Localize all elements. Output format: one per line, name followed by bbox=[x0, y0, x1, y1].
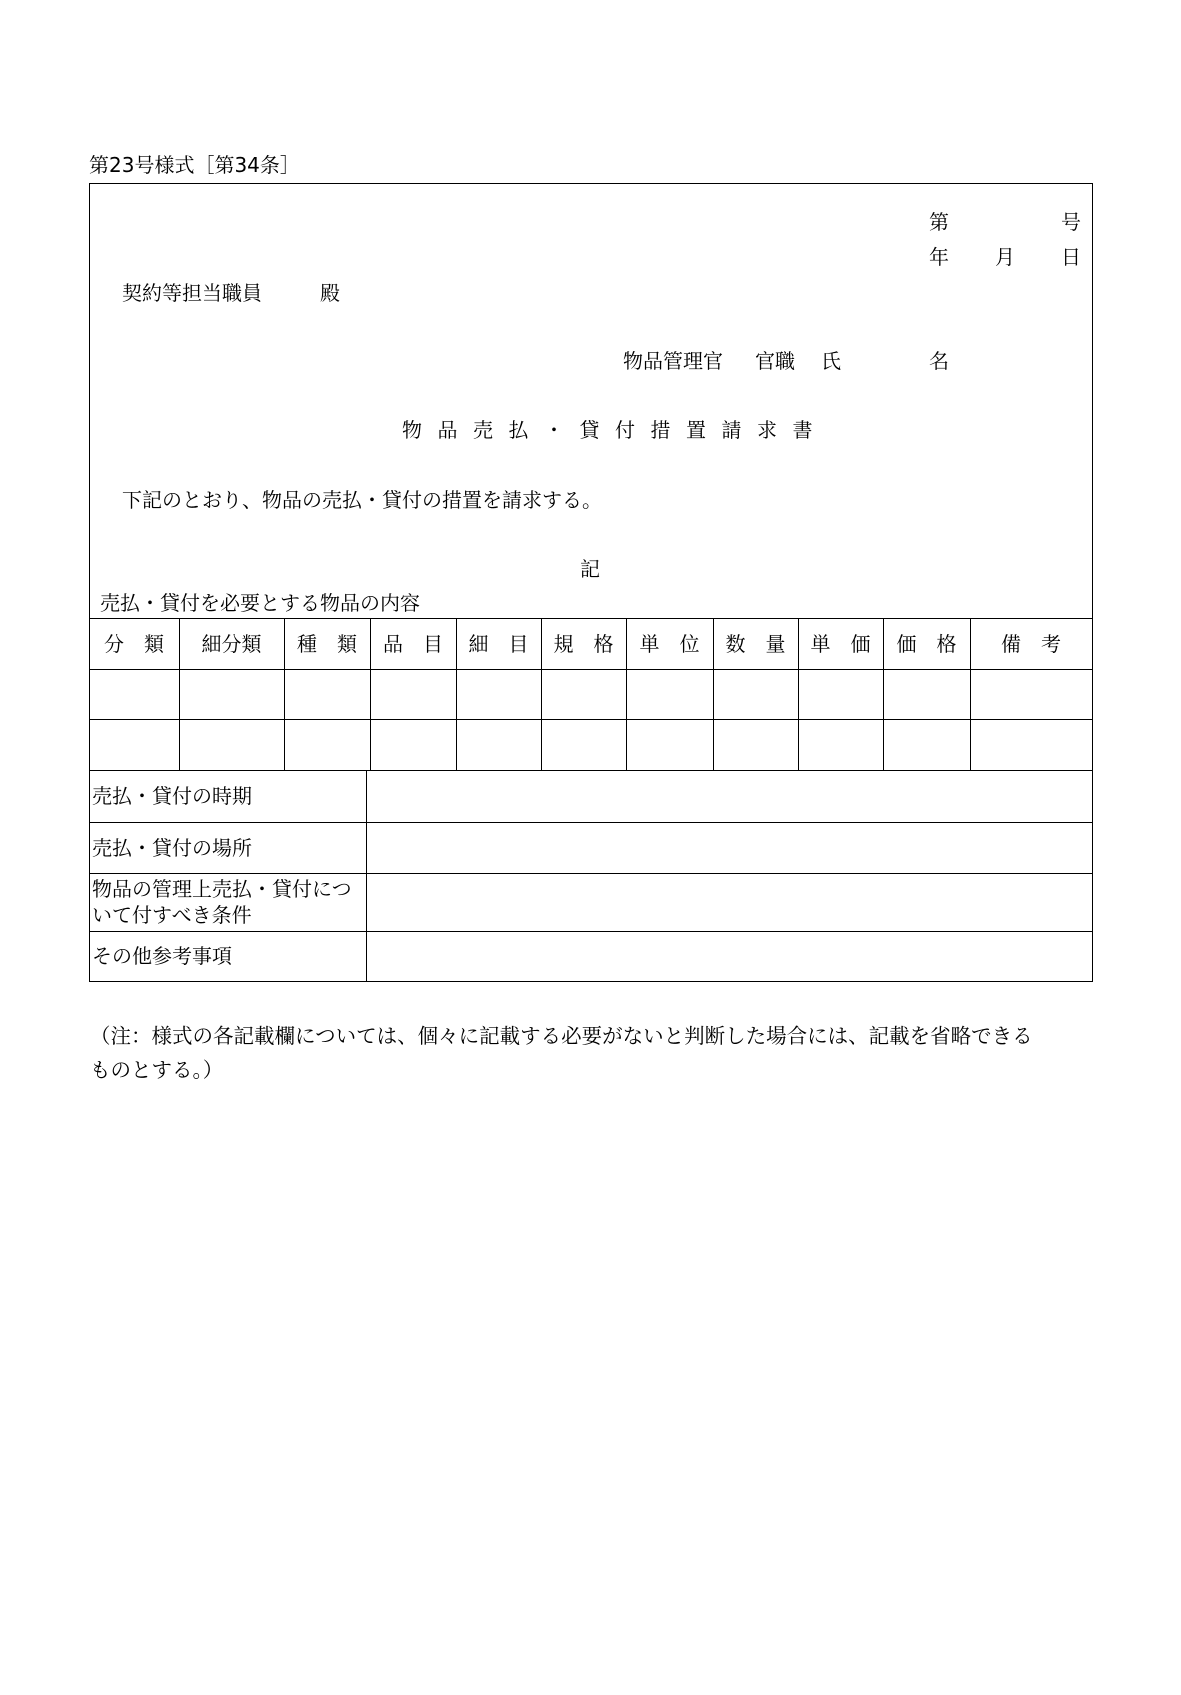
table-cell[interactable] bbox=[626, 719, 713, 770]
table-cell[interactable] bbox=[541, 669, 626, 719]
table-header-cell: 価 格 bbox=[896, 631, 957, 656]
table-cell[interactable] bbox=[284, 669, 370, 719]
note-line-2: ものとする。） bbox=[90, 1058, 224, 1082]
table-cell[interactable] bbox=[970, 719, 1092, 770]
date-month: 月 bbox=[995, 245, 1015, 269]
table-cell[interactable] bbox=[89, 669, 179, 719]
table-header-cell: 単 位 bbox=[639, 631, 700, 656]
sender-position: 官職 bbox=[755, 349, 795, 373]
table-header-cell: 細分類 bbox=[201, 631, 262, 656]
table-header-cell: 品 目 bbox=[383, 631, 443, 656]
table-cell[interactable] bbox=[541, 719, 626, 770]
table-cell[interactable] bbox=[284, 719, 370, 770]
table-header-cell: 種 類 bbox=[297, 631, 357, 656]
doc-number-suffix: 号 bbox=[1061, 210, 1081, 234]
table-cell[interactable] bbox=[713, 669, 798, 719]
table-cell[interactable] bbox=[89, 719, 179, 770]
body-text: 下記のとおり、物品の売払・貸付の措置を請求する。 bbox=[122, 488, 602, 512]
form-number: 第23号様式［第34条］ bbox=[89, 153, 300, 177]
detail-label-other: その他参考事項 bbox=[92, 944, 232, 968]
document-title: 物品売払・貸付措置請求書 bbox=[402, 418, 828, 442]
doc-number-prefix: 第 bbox=[929, 210, 949, 234]
details-divider bbox=[366, 770, 367, 981]
table-cell[interactable] bbox=[179, 669, 284, 719]
table-cell[interactable] bbox=[626, 669, 713, 719]
table-cell[interactable] bbox=[370, 669, 456, 719]
table-header-cell: 規 格 bbox=[553, 631, 614, 656]
table-cell[interactable] bbox=[713, 719, 798, 770]
sender-name-label-1: 氏 bbox=[821, 349, 841, 373]
detail-label-timing: 売払・貸付の時期 bbox=[92, 784, 252, 808]
table-cell[interactable] bbox=[456, 669, 541, 719]
items-caption: 売払・貸付を必要とする物品の内容 bbox=[100, 591, 420, 615]
sender-name-label-2: 名 bbox=[929, 349, 949, 373]
addressee: 契約等担当職員 bbox=[122, 281, 262, 305]
note-line-1: （注：様式の各記載欄については、個々に記載する必要がないと判断した場合には、記載を省略できる bbox=[90, 1024, 1033, 1048]
table-header-cell: 備 考 bbox=[1001, 631, 1061, 656]
table-header-cell: 数 量 bbox=[725, 631, 786, 656]
detail-label-place: 売払・貸付の場所 bbox=[92, 835, 252, 860]
table-cell[interactable] bbox=[970, 669, 1092, 719]
ki-heading: 記 bbox=[580, 557, 600, 581]
table-header-cell: 単 価 bbox=[810, 631, 871, 656]
table-line bbox=[89, 931, 1092, 932]
table-header-cell: 細 目 bbox=[468, 631, 529, 656]
table-header-cell: 分 類 bbox=[104, 631, 164, 656]
date-year: 年 bbox=[929, 245, 949, 269]
table-cell[interactable] bbox=[798, 669, 883, 719]
table-cell[interactable] bbox=[798, 719, 883, 770]
table-cell[interactable] bbox=[179, 719, 284, 770]
sender-title: 物品管理官 bbox=[623, 349, 723, 373]
table-cell[interactable] bbox=[456, 719, 541, 770]
detail-label-conditions: 物品の管理上売払・貸付について付すべき条件 bbox=[92, 877, 352, 927]
table-cell[interactable] bbox=[883, 669, 970, 719]
date-day: 日 bbox=[1061, 245, 1081, 269]
table-cell[interactable] bbox=[883, 719, 970, 770]
addressee-honorific: 殿 bbox=[320, 281, 340, 305]
table-cell[interactable] bbox=[370, 719, 456, 770]
